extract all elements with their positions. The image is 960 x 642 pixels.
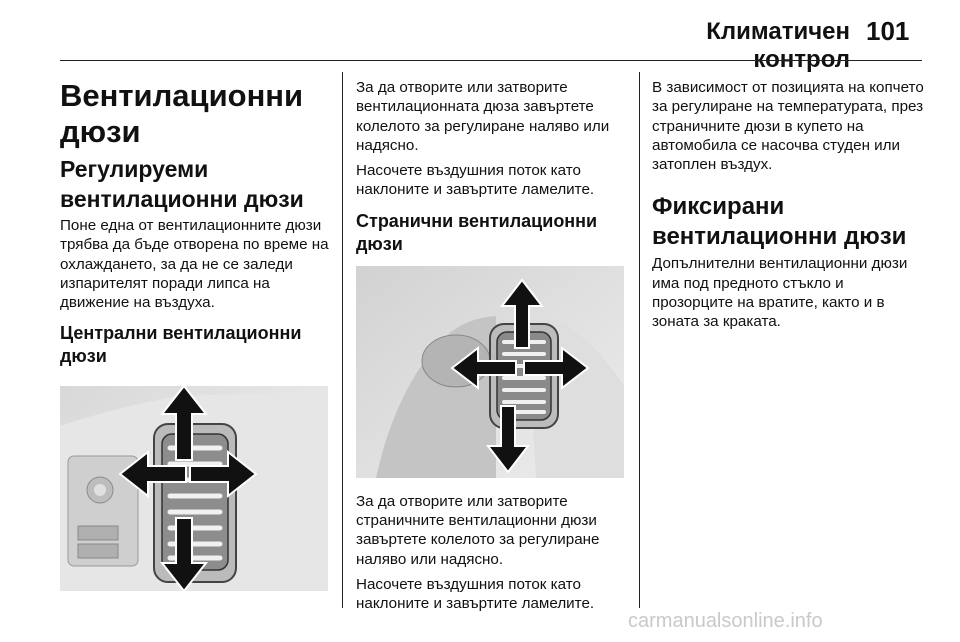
column-3 — [652, 78, 924, 338]
column-separator — [342, 72, 343, 608]
watermark: carmanualsonline.info — [628, 610, 823, 632]
page-number: 101 — [866, 16, 910, 46]
column-separator — [639, 72, 640, 608]
section-heading-fixed-vents: Фиксирани вентилационни дюзи — [652, 193, 907, 251]
paragraph: За да отворите или затворите вентилационната дюза завъртете колелото за регулиране наляво или надясно. — [356, 79, 610, 154]
header-title: Климатичен контрол — [706, 18, 850, 73]
subheading-side-vents: Странични вентилационни дюзи — [356, 210, 598, 254]
paragraph: Насочете въздушния поток като наклоните и завъртите ламелите. — [356, 162, 595, 199]
subheading-central-vents: Централни вентилационни дюзи — [60, 323, 302, 367]
paragraph: Насочете въздушния поток като наклоните и завъртите ламелите. — [356, 575, 595, 613]
paragraph: В зависимост от позицията на копчето за регулиране на температурата, през страничните дюзи в купето на автомобила се насочва студен или затоплен въздух. — [652, 79, 924, 174]
paragraph: За да отворите или затворите страничните вентилационни дюзи завъртете колелото за регулиране наляво или надясно. — [356, 492, 600, 568]
section-heading: Регулируеми вентилационни дюзи — [60, 156, 304, 212]
paragraph: Допълнителни вентилационни дюзи има под предното стъкло и прозорците на вратите, както и в зоната за краката. — [652, 255, 908, 331]
page-title: Вентилационни дюзи — [60, 78, 304, 149]
column-2 — [356, 78, 628, 620]
central-vent-figure — [60, 386, 328, 591]
column-1 — [60, 78, 332, 591]
side-vent-figure — [356, 266, 624, 478]
header-rule — [60, 60, 922, 61]
paragraph: Поне една от вентилационните дюзи трябва да бъде отворена по време на охлаждането, за да не се заледи изпарителят поради липса на движение на въздуха. — [60, 217, 329, 312]
